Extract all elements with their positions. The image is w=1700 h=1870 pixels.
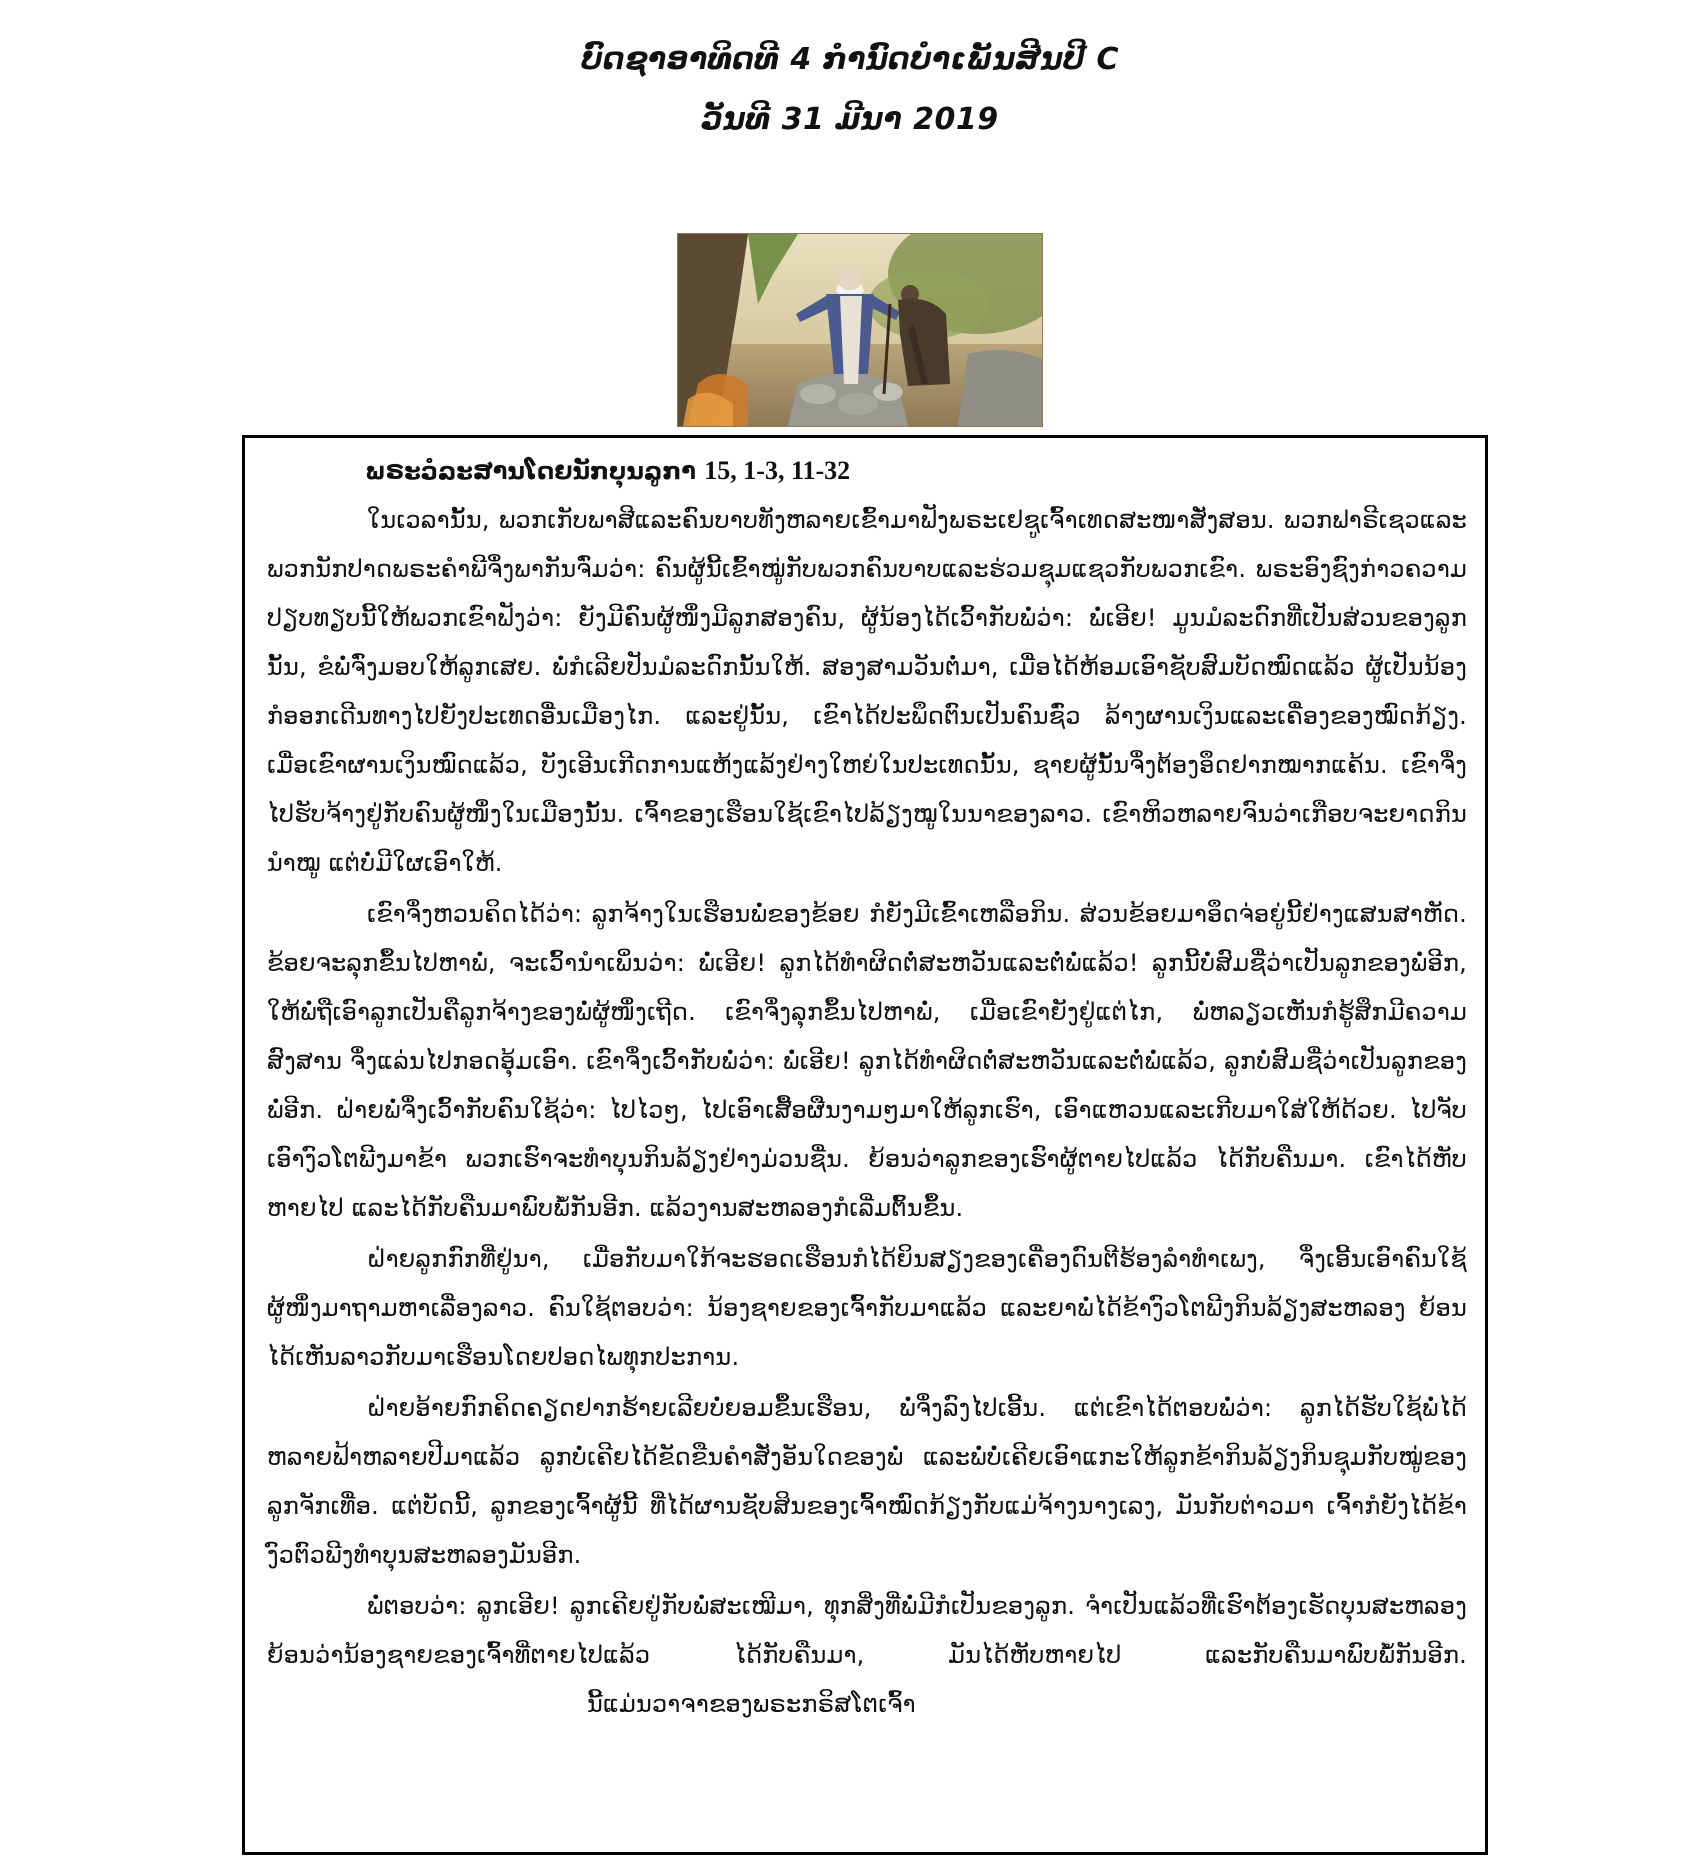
- reading-text: [267, 496, 1467, 1731]
- gospel-reading-box: [242, 435, 1488, 1855]
- prodigal-son-illustration: [677, 233, 1043, 427]
- reading-paragraph: ເຂົາຈຶ່ງຫວນຄິດໄດ້ວ່າ: ລູກຈ້າງໃນເຮືອນພໍ່ຂອງຂ້ອຍ ກໍຍັງມີເຂົ້າເຫລືອກິນ. ສ່ວນຂ້ອຍມາອຶດຈ່ອຍູ່ນີ້ຢ່າງແສນສາຫັດ. ຂ້ອຍຈະລຸກຂຶ້ນໄປຫາພໍ່, ຈະເວົ້ານຳເພິ່ນວ່າ: ພໍ່ເອີຍ! ລູກໄດ້ທຳຜິດຕໍ່ສະຫວັນແລະຕໍ່ພໍ່ແລ້ວ! ລູກນີ້ບໍ່ສົມຊື່ວ່າເປັນລູກຂອງພໍ່ອີກ, ໃຫ້ພໍ່ຖືເອົາລູກເປັນຄືລູກຈ້າງຂອງພໍ່ຜູ້ໜຶ່ງເຖີດ. ເຂົາຈຶ່ງລຸກຂຶ້ນໄປຫາພໍ່, ເມື່ອເຂົາຍັງຢູ່ແຕ່ໄກ, ພໍ່ຫລຽວເຫັນກໍຮູ້ສຶກມີຄວາມສົງສານ ຈຶ່ງແລ່ນໄປກອດອຸ້ມເອົາ. ເຂົາຈຶ່ງເວົ້າກັບພໍ່ວ່າ: ພໍ່ເອີຍ! ລູກໄດ້ທຳຜິດຕໍ່ສະຫວັນແລະຕໍ່ພໍ່ແລ້ວ, ລູກບໍ່ສົມຊື່ວ່າເປັນລູກຂອງພໍ່ອີກ. ຝ່າຍພໍ່ຈຶ່ງເວົ້າກັບຄົນໃຊ້ວ່າ: ໄປໄວໆ, ໄປເອົາເສື້ອຜືນງາມໆມາໃຫ້ລູກເຮົາ, ເອົາແຫວນແລະເກີບມາໃສ່ໃຫ້ດ້ວຍ. ໄປຈັບເອົາງົວໂຕພີງມາຂ້າ ພວກເຮົາຈະທຳບຸນກິນລ້ຽງຢ່າງມ່ວນຊື່ນ. ຍ້ອນວ່າລູກຂອງເຮົາຜູ້ຕາຍໄປແລ້ວ ໄດ້ກັບຄືນມາ. ເຂົາໄດ້ຫັບຫາຍໄປ ແລະໄດ້ກັບຄືນມາພົບພໍ້ກັນອີກ. ແລ້ວງານສະຫລອງກໍເລີ່ມຕົ້ນຂຶ້ນ.: [267, 900, 1467, 1222]
- reading-paragraph: ພໍ່ຕອບວ່າ: ລູກເອີຍ! ລູກເຄີຍຢູ່ກັບພໍ່ສະເໝີມາ, ທຸກສິ່ງທີ່ພໍ່ມີກໍເປັນຂອງລູກ. ຈຳເປັນແລ້ວທີ່ເຮົາຕ້ອງເຮັດບຸນສະຫລອງ ຍ້ອນວ່ານ້ອງຊາຍຂອງເຈົ້າທີ່ຕາຍໄປແລ້ວ ໄດ້ກັບຄືນມາ, ມັນໄດ້ຫັບຫາຍໄປ ແລະກັບຄືນມາພົບພໍ້ກັນອີກ.: [267, 1592, 1467, 1669]
- reading-paragraph: ໃນເວລານັ້ນ, ພວກເກັບພາສີແລະຄົນບາບທັງຫລາຍເຂົ້າມາຟັງພຣະເຢຊູເຈົ້າເທດສະໜາສັ່ງສອນ. ພວກຟາຣີເຊວແລະພວກນັກປາດພຣະຄຳພີຈຶ່ງພາກັນຈົ່ມວ່າ: ຄົນຜູ້ນີ້ເຂົ້າໝູ່ກັບພວກຄົນບາບແລະຮ່ວມຊຸມແຊວກັບພວກເຂົາ. ພຣະອົງຊົງກ່າວຄວາມປຽບທຽບນີ້ໃຫ້ພວກເຂົາຟັງວ່າ: ຍັງມີຄົນຜູ້ໜຶ່ງມີລູກສອງຄົນ, ຜູ້ນ້ອງໄດ້ເວົ້າກັບພໍ່ວ່າ: ພໍ່ເອີຍ! ມູນມໍລະດົກທີ່ເປັນສ່ວນຂອງລູກນັ້ນ, ຂໍພໍ່ຈົ່ງມອບໃຫ້ລູກເສຍ. ພໍ່ກໍເລີຍປັນມໍລະດົກນັ້ນໃຫ້. ສອງສາມວັນຕໍ່ມາ, ເມື່ອໄດ້ຫ້ອມເອົາຊັບສົມບັດໝົດແລ້ວ ຜູ້ເປັນນ້ອງກໍອອກເດີນທາງໄປຍັງປະເທດອື່ນເມືອງໄກ. ແລະຢູ່ນັ້ນ, ເຂົາໄດ້ປະພຶດຕົນເປັນຄົນຊົ່ວ ລ້າງຜານເງິນແລະເຄື່ອງຂອງໝົດກ້ຽງ. ເມື່ອເຂົາຜານເງິນໝົດແລ້ວ, ບັງເອີນເກີດການແຫ້ງແລ້ງຢ່າງໃຫຍ່ໃນປະເທດນັ້ນ, ຊາຍຜູ້ນັ້ນຈຶ່ງຕ້ອງອຶດຢາກໝາກແຄ້ນ. ເຂົາຈຶ່ງໄປຮັບຈ້າງຢູ່ກັບຄົນຜູ້ໜຶ່ງໃນເມືອງນັ້ນ. ເຈົ້າຂອງເຮືອນໃຊ້ເຂົາໄປລ້ຽງໝູໃນນາຂອງລາວ. ເຂົາຫິວຫລາຍຈົນວ່າເກືອບຈະຍາດກິນນຳໝູ ແຕ່ບໍ່ມີໃຜເອົາໃຫ້.: [267, 506, 1467, 877]
- page-title: ບົດຊາອາທິດທີ 4 ກຳນົດບຳເພັນສີນປີ C: [581, 42, 1119, 77]
- page-date: ວັນທີ 31 ມີນາ 2019: [701, 102, 999, 137]
- reading-title: ພຣະວໍລະສານໂດຍນັກບຸນລູກາ: [365, 457, 696, 485]
- reading-paragraph: ຝ່າຍລູກກົກທີ່ຢູ່ນາ, ເມື່ອກັບມາໃກ້ຈະຮອດເຮືອນກໍໄດ້ຍິນສຽງຂອງເຄື່ອງດົນຕີຮ້ອງລຳທຳເພງ, ຈຶ່ງເອີ້ນເອົາຄົນໃຊ້ຜູ້ໜຶ່ງມາຖາມຫາເລື່ອງລາວ. ຄົນໃຊ້ຕອບວ່າ: ນ້ອງຊາຍຂອງເຈົ້າກັບມາແລ້ວ ແລະຍາພໍ່ໄດ້ຂ້າງົວໂຕພີງກິນລ້ຽງສະຫລອງ ຍ້ອນໄດ້ເຫັນລາວກັບມາເຮືອນໂດຍປອດໄພທຸກປະການ.: [267, 1245, 1467, 1371]
- reading-paragraph-last: [267, 1582, 1467, 1729]
- reading-heading: [365, 456, 850, 486]
- reading-paragraph: ຝ່າຍອ້າຍກົກຄິດຄຽດຢາກຮ້າຍເລີຍບໍ່ຍອມຂຶ້ນເຮືອນ, ພໍ່ຈຶ່ງລົງໄປເອີ້ນ. ແຕ່ເຂົາໄດ້ຕອບພໍ່ວ່າ: ລູກໄດ້ຮັບໃຊ້ພໍ່ໄດ້ຫລາຍຟ້າຫລາຍປີມາແລ້ວ ລູກບໍ່ເຄີຍໄດ້ຂັດຂືນຄຳສັ່ງອັນໃດຂອງພໍ່ ແລະພໍ່ບໍ່ເຄີຍເອົາແກະໃຫ້ລູກຂ້າກິນລ້ຽງກິນຊຸມກັບໝູ່ຂອງລູກຈັກເທື່ອ. ແຕ່ບັດນີ້, ລູກຂອງເຈົ້າຜູ້ນີ້ ທີ່ໄດ້ຜານຊັບສິນຂອງເຈົ້າໝົດກ້ຽງກັບແມ່ຈ້າງນາງເລງ, ມັນກັບຕ່າວມາ ເຈົ້າກໍຍັງໄດ້ຂ້າງົວຕົວພີງທຳບຸນສະຫລອງມັນອີກ.: [267, 1394, 1467, 1569]
- closing-acclamation: ນີ້ແມ່ນວາຈາຂອງພຣະກຣິສໂຕເຈົ້າ: [587, 1690, 916, 1718]
- reading-reference: 15, 1-3, 11-32: [704, 456, 851, 485]
